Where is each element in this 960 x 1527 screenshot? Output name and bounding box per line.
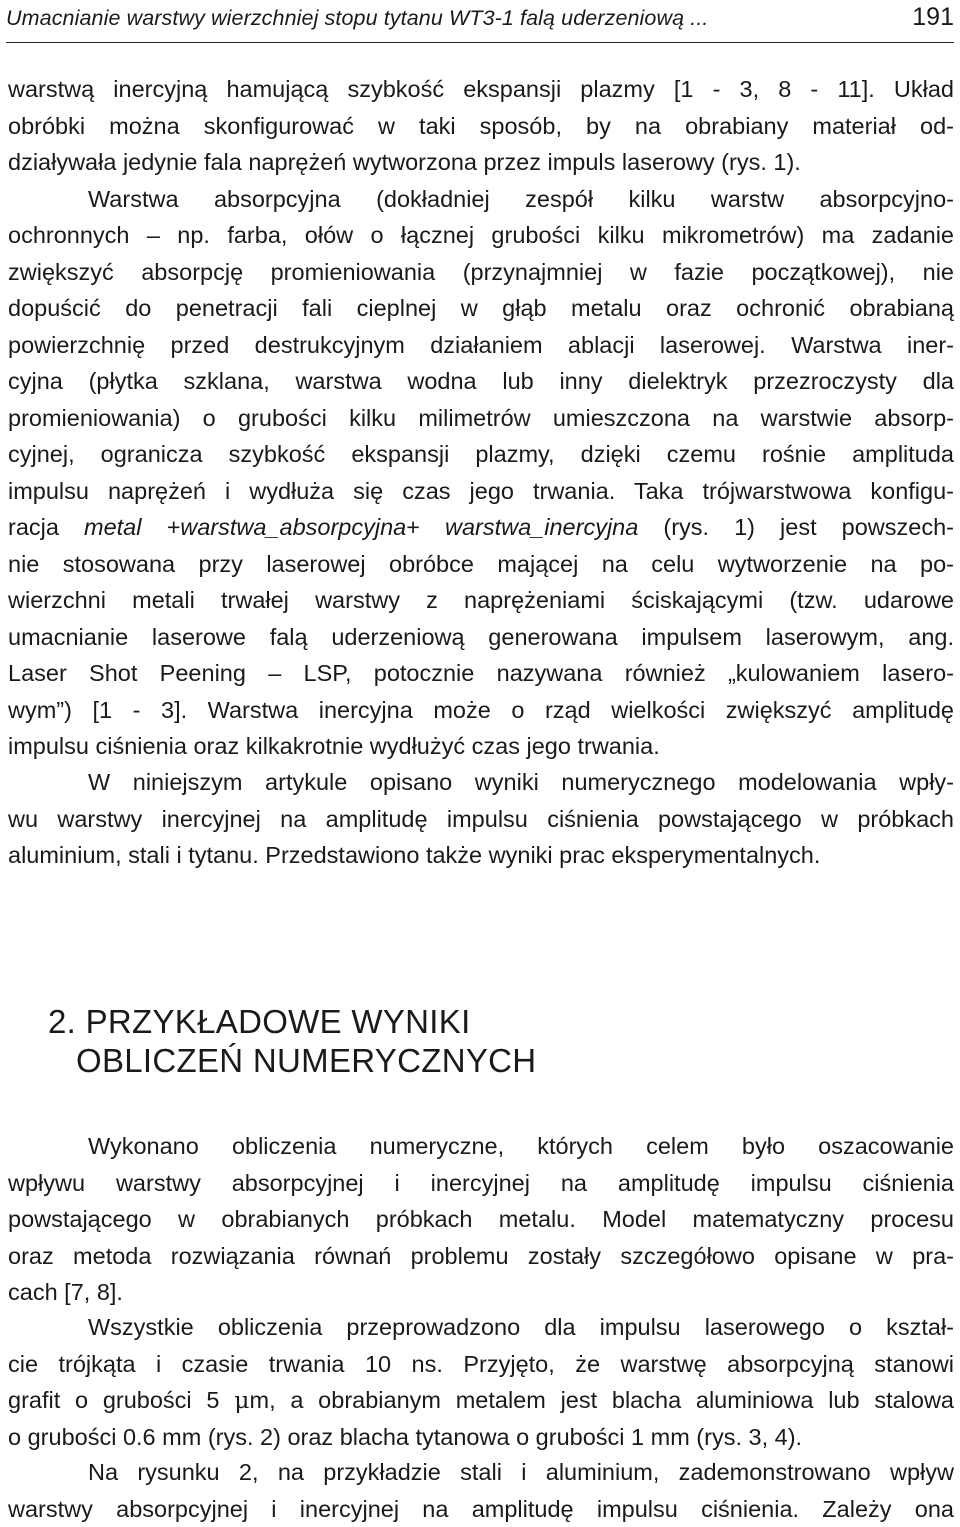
text-line: W niniejszym artykule opisano wyniki numerycznego modelowania wpły- bbox=[8, 764, 954, 801]
text-line: dopuścić do penetracji fali cieplnej w głąb metalu oraz ochronić obrabianą bbox=[8, 290, 954, 327]
text-line: wierzchni metali trwałej warstwy z naprężeniami ściskającymi (tzw. udarowe bbox=[8, 582, 954, 619]
text-line: Warstwa absorpcyjna (dokładniej zespół kilku warstw absorpcyjno- bbox=[8, 181, 954, 218]
text-line: cyjna (płytka szklana, warstwa wodna lub inny dielektryk przezroczysty dla bbox=[8, 363, 954, 400]
page-number: 191 bbox=[912, 3, 954, 32]
running-header bbox=[6, 0, 954, 43]
text-line: umacnianie laserowe falą uderzeniową generowana impulsem laserowym, ang. bbox=[8, 619, 954, 656]
text-line: impulsu naprężeń i wydłuża się czas jego trwania. Taka trójwarstwowa konfigu- bbox=[8, 473, 954, 510]
paragraph-article-scope bbox=[8, 764, 954, 874]
text-line: Na rysunku 2, na przykładzie stali i aluminium, zademonstrowano wpływ bbox=[8, 1454, 954, 1491]
text-line: Wszystkie obliczenia przeprowadzono dla impulsu laserowego o kształ- bbox=[8, 1309, 954, 1346]
text-line: zwiększyć absorpcję promieniowania (przynajmniej w fazie początkowej), nie bbox=[8, 254, 954, 291]
text-run: grafit o grubości 5 bbox=[8, 1387, 234, 1413]
text-line: warstwy absorpcyjnej i inercyjnej na amplitudę impulsu ciśnienia. Zależy ona bbox=[8, 1491, 954, 1527]
text-line: o grubości 0.6 mm (rys. 2) oraz blacha tytanowa o grubości 1 mm (rys. 3, 4). bbox=[8, 1419, 954, 1456]
text-line: impulsu ciśnienia oraz kilkakrotnie wydłużyć czas jego trwania. bbox=[8, 728, 954, 765]
formula-italic: metal +warstwa_absorpcyjna bbox=[84, 514, 406, 540]
text-line: wym”) [1 - 3]. Warstwa inercyjna może o rząd wielkości zwiększyć amplitudę bbox=[8, 692, 954, 729]
text-line: powstającego w obrabianych próbkach metalu. Model matematyczny procesu bbox=[8, 1201, 954, 1238]
text-line: warstwą inercyjną hamującą szybkość ekspansji plazmy [1 - 3, 8 - 11]. Układ bbox=[8, 71, 954, 108]
text-line: Wykonano obliczenia numeryczne, których celem było oszacowanie bbox=[8, 1128, 954, 1165]
text-line: działywała jedynie fala naprężeń wytworzona przez impuls laserowy (rys. 1). bbox=[8, 144, 954, 181]
text-line: cyjnej, ogranicza szybkość ekspansji plazmy, dzięki czemu rośnie amplituda bbox=[8, 436, 954, 473]
section-heading-continued: OBLICZEŃ NUMERYCZNYCH bbox=[76, 1042, 536, 1080]
text-line: promieniowania) o grubości kilku milimetrów umieszczona na warstwie absorp- bbox=[8, 400, 954, 437]
paragraph-figure-reference bbox=[8, 1454, 954, 1527]
text-line: Laser Shot Peening – LSP, potocznie nazywana również „kulowaniem lasero- bbox=[8, 655, 954, 692]
section-heading: 2. PRZYKŁADOWE WYNIKI bbox=[48, 1003, 471, 1041]
paragraph-intro-continued bbox=[8, 71, 954, 765]
text-line: cach [7, 8]. bbox=[8, 1274, 954, 1311]
text-line: oraz metoda rozwiązania równań problemu zostały szczegółowo opisane w pra- bbox=[8, 1238, 954, 1275]
text-line: cie trójkąta i czasie trwania 10 ns. Przyjęto, że warstwę absorpcyjną stanowi bbox=[8, 1346, 954, 1383]
text-line: obróbki można skonfigurować w taki sposób, by na obrabiany materiał od- bbox=[8, 108, 954, 145]
paragraph-calculations bbox=[8, 1128, 954, 1311]
text-line bbox=[8, 509, 954, 546]
text-line: aluminium, stali i tytanu. Przedstawiono także wyniki prac eksperymentalnych. bbox=[8, 837, 954, 874]
text-line: wu warstwy inercyjnej na amplitudę impulsu ciśnienia powstającego w próbkach bbox=[8, 801, 954, 838]
text-line: nie stosowana przy laserowej obróbce mającej na celu wytworzenie na po- bbox=[8, 546, 954, 583]
text-line: wpływu warstwy absorpcyjnej i inercyjnej na amplitudę impulsu ciśnienia bbox=[8, 1165, 954, 1202]
text-line: ochronnych – np. farba, ołów o łącznej grubości kilku mikrometrów) ma zadanie bbox=[8, 217, 954, 254]
text-run: m, a obrabianym metalem jest blacha aluminiowa lub stalowa bbox=[250, 1387, 955, 1413]
paragraph-assumptions bbox=[8, 1309, 954, 1455]
formula-italic: warstwa_inercyjna bbox=[445, 514, 638, 540]
text-run: + bbox=[406, 514, 445, 540]
text-run: racja bbox=[8, 514, 84, 540]
micro-symbol: μ bbox=[234, 1386, 249, 1414]
running-title: Umacnianie warstwy wierzchniej stopu tytanu WT3-1 falą uderzeniową ... bbox=[6, 6, 708, 31]
text-line: powierzchnię przed destrukcyjnym działaniem ablacji laserowej. Warstwa iner- bbox=[8, 327, 954, 364]
text-line bbox=[8, 1382, 954, 1419]
text-run: (rys. 1) jest powszech- bbox=[638, 514, 954, 540]
